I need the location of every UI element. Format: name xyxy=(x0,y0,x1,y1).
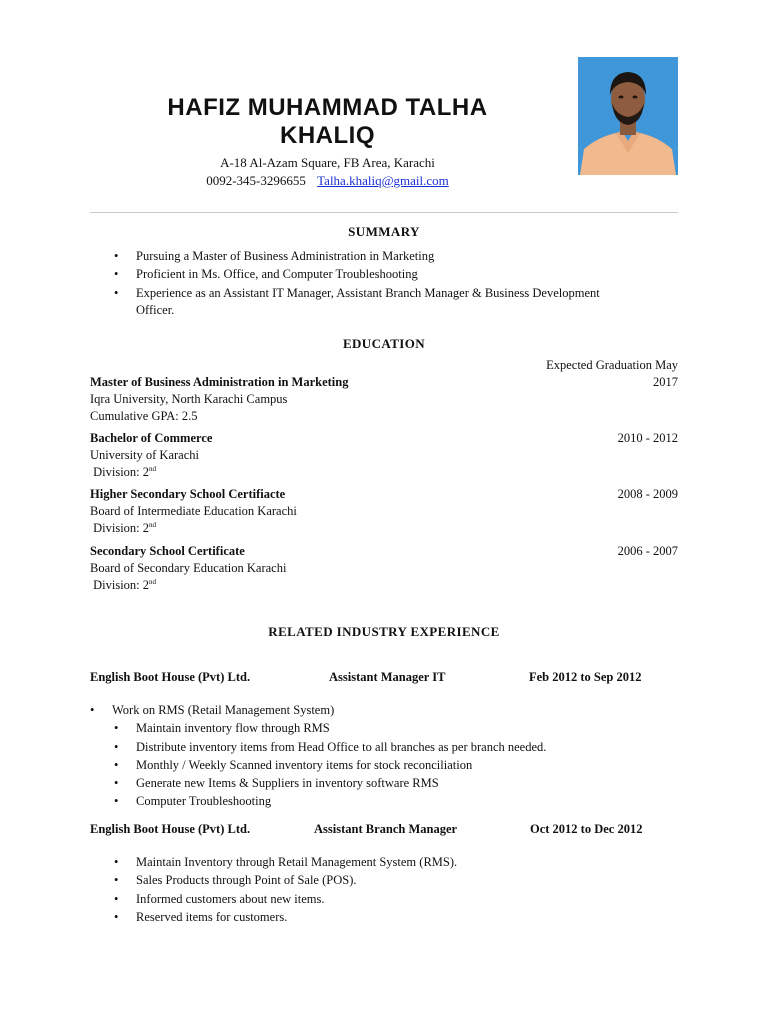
job-header xyxy=(90,820,678,838)
list-item: • Work on RMS (Retail Management System) xyxy=(90,703,335,717)
list-item: • Proficient in Ms. Office, and Computer Troubleshooting xyxy=(114,267,418,282)
education-entry-ssc xyxy=(90,543,678,594)
summary-section xyxy=(90,247,678,319)
list-item: • Generate new Items & Suppliers in inventory software RMS xyxy=(114,776,439,791)
experience-heading: RELATED INDUSTRY EXPERIENCE xyxy=(268,624,500,639)
degree-title: Master of Business Administration in Marketing xyxy=(90,375,349,389)
email-link[interactable]: Talha.khaliq@gmail.com xyxy=(317,173,449,188)
degree-title: Higher Secondary School Certifiacte xyxy=(90,487,286,501)
portrait-image xyxy=(578,57,678,175)
gpa: Cumulative GPA: 2.5 xyxy=(90,409,198,423)
list-item: • Pursuing a Master of Business Administration in Marketing xyxy=(114,249,435,263)
division: Division: 2nd xyxy=(90,577,157,592)
list-item: • Experience as an Assistant IT Manager, Assistant Branch Manager & Business Development xyxy=(114,285,600,300)
list-item: • Computer Troubleshooting xyxy=(114,794,272,809)
summary-list xyxy=(90,247,678,319)
duty-list xyxy=(90,853,678,926)
summary-heading: SUMMARY xyxy=(348,224,420,239)
duty-list xyxy=(90,719,678,810)
job-header xyxy=(90,668,678,686)
job-period: Feb 2012 to Sep 2012 xyxy=(529,670,642,684)
list-item-continuation: Officer. xyxy=(136,302,175,317)
contact-line xyxy=(110,172,545,189)
company-name: English Boot House (Pvt) Ltd. xyxy=(90,670,251,684)
list-item: • Monthly / Weekly Scanned inventory items for stock reconciliation xyxy=(114,757,473,772)
job-title: Assistant Branch Manager xyxy=(314,822,458,836)
institution: Board of Intermediate Education Karachi xyxy=(90,504,297,518)
education-heading: EDUCATION xyxy=(342,336,426,351)
phone-number: 0092-345-3296655 xyxy=(206,173,306,188)
division: Division: 2nd xyxy=(90,464,157,479)
candidate-name-line1: HAFIZ MUHAMMAD TALHA xyxy=(167,94,488,121)
address: A-18 Al-Azam Square, FB Area, Karachi xyxy=(220,155,435,170)
job-duties xyxy=(90,853,678,926)
company-name: English Boot House (Pvt) Ltd. xyxy=(90,822,251,836)
degree-date: 2010 - 2012 xyxy=(617,431,678,445)
education-entry-mba xyxy=(90,357,678,425)
institution: Iqra University, North Karachi Campus xyxy=(90,392,288,406)
job-duties xyxy=(90,701,678,811)
list-item: • Sales Products through Point of Sale (POS). xyxy=(114,873,357,888)
profile-photo xyxy=(578,57,678,175)
header-divider xyxy=(90,212,678,213)
degree-date: 2008 - 2009 xyxy=(617,487,678,501)
list-item: • Reserved items for customers. xyxy=(114,909,288,924)
candidate-name xyxy=(110,94,545,150)
degree-title: Bachelor of Commerce xyxy=(90,431,213,445)
job-period: Oct 2012 to Dec 2012 xyxy=(530,822,643,836)
institution: University of Karachi xyxy=(90,448,199,462)
degree-title: Secondary School Certificate xyxy=(90,544,245,558)
job-title: Assistant Manager IT xyxy=(329,670,446,684)
candidate-name-line2: KHALIQ xyxy=(280,122,375,149)
list-item: • Maintain Inventory through Retail Management System (RMS). xyxy=(114,855,458,869)
institution: Board of Secondary Education Karachi xyxy=(90,561,287,575)
list-item: • Maintain inventory flow through RMS xyxy=(114,721,330,736)
degree-date: Expected Graduation May 2017 xyxy=(546,358,678,389)
list-item: • Distribute inventory items from Head Office to all branches as per branch needed. xyxy=(114,739,547,754)
degree-date: 2006 - 2007 xyxy=(617,544,678,558)
division: Division: 2nd xyxy=(90,520,157,535)
education-entry-bcom xyxy=(90,430,678,481)
list-item: • Informed customers about new items. xyxy=(114,891,325,906)
education-entry-hssc xyxy=(90,486,678,537)
